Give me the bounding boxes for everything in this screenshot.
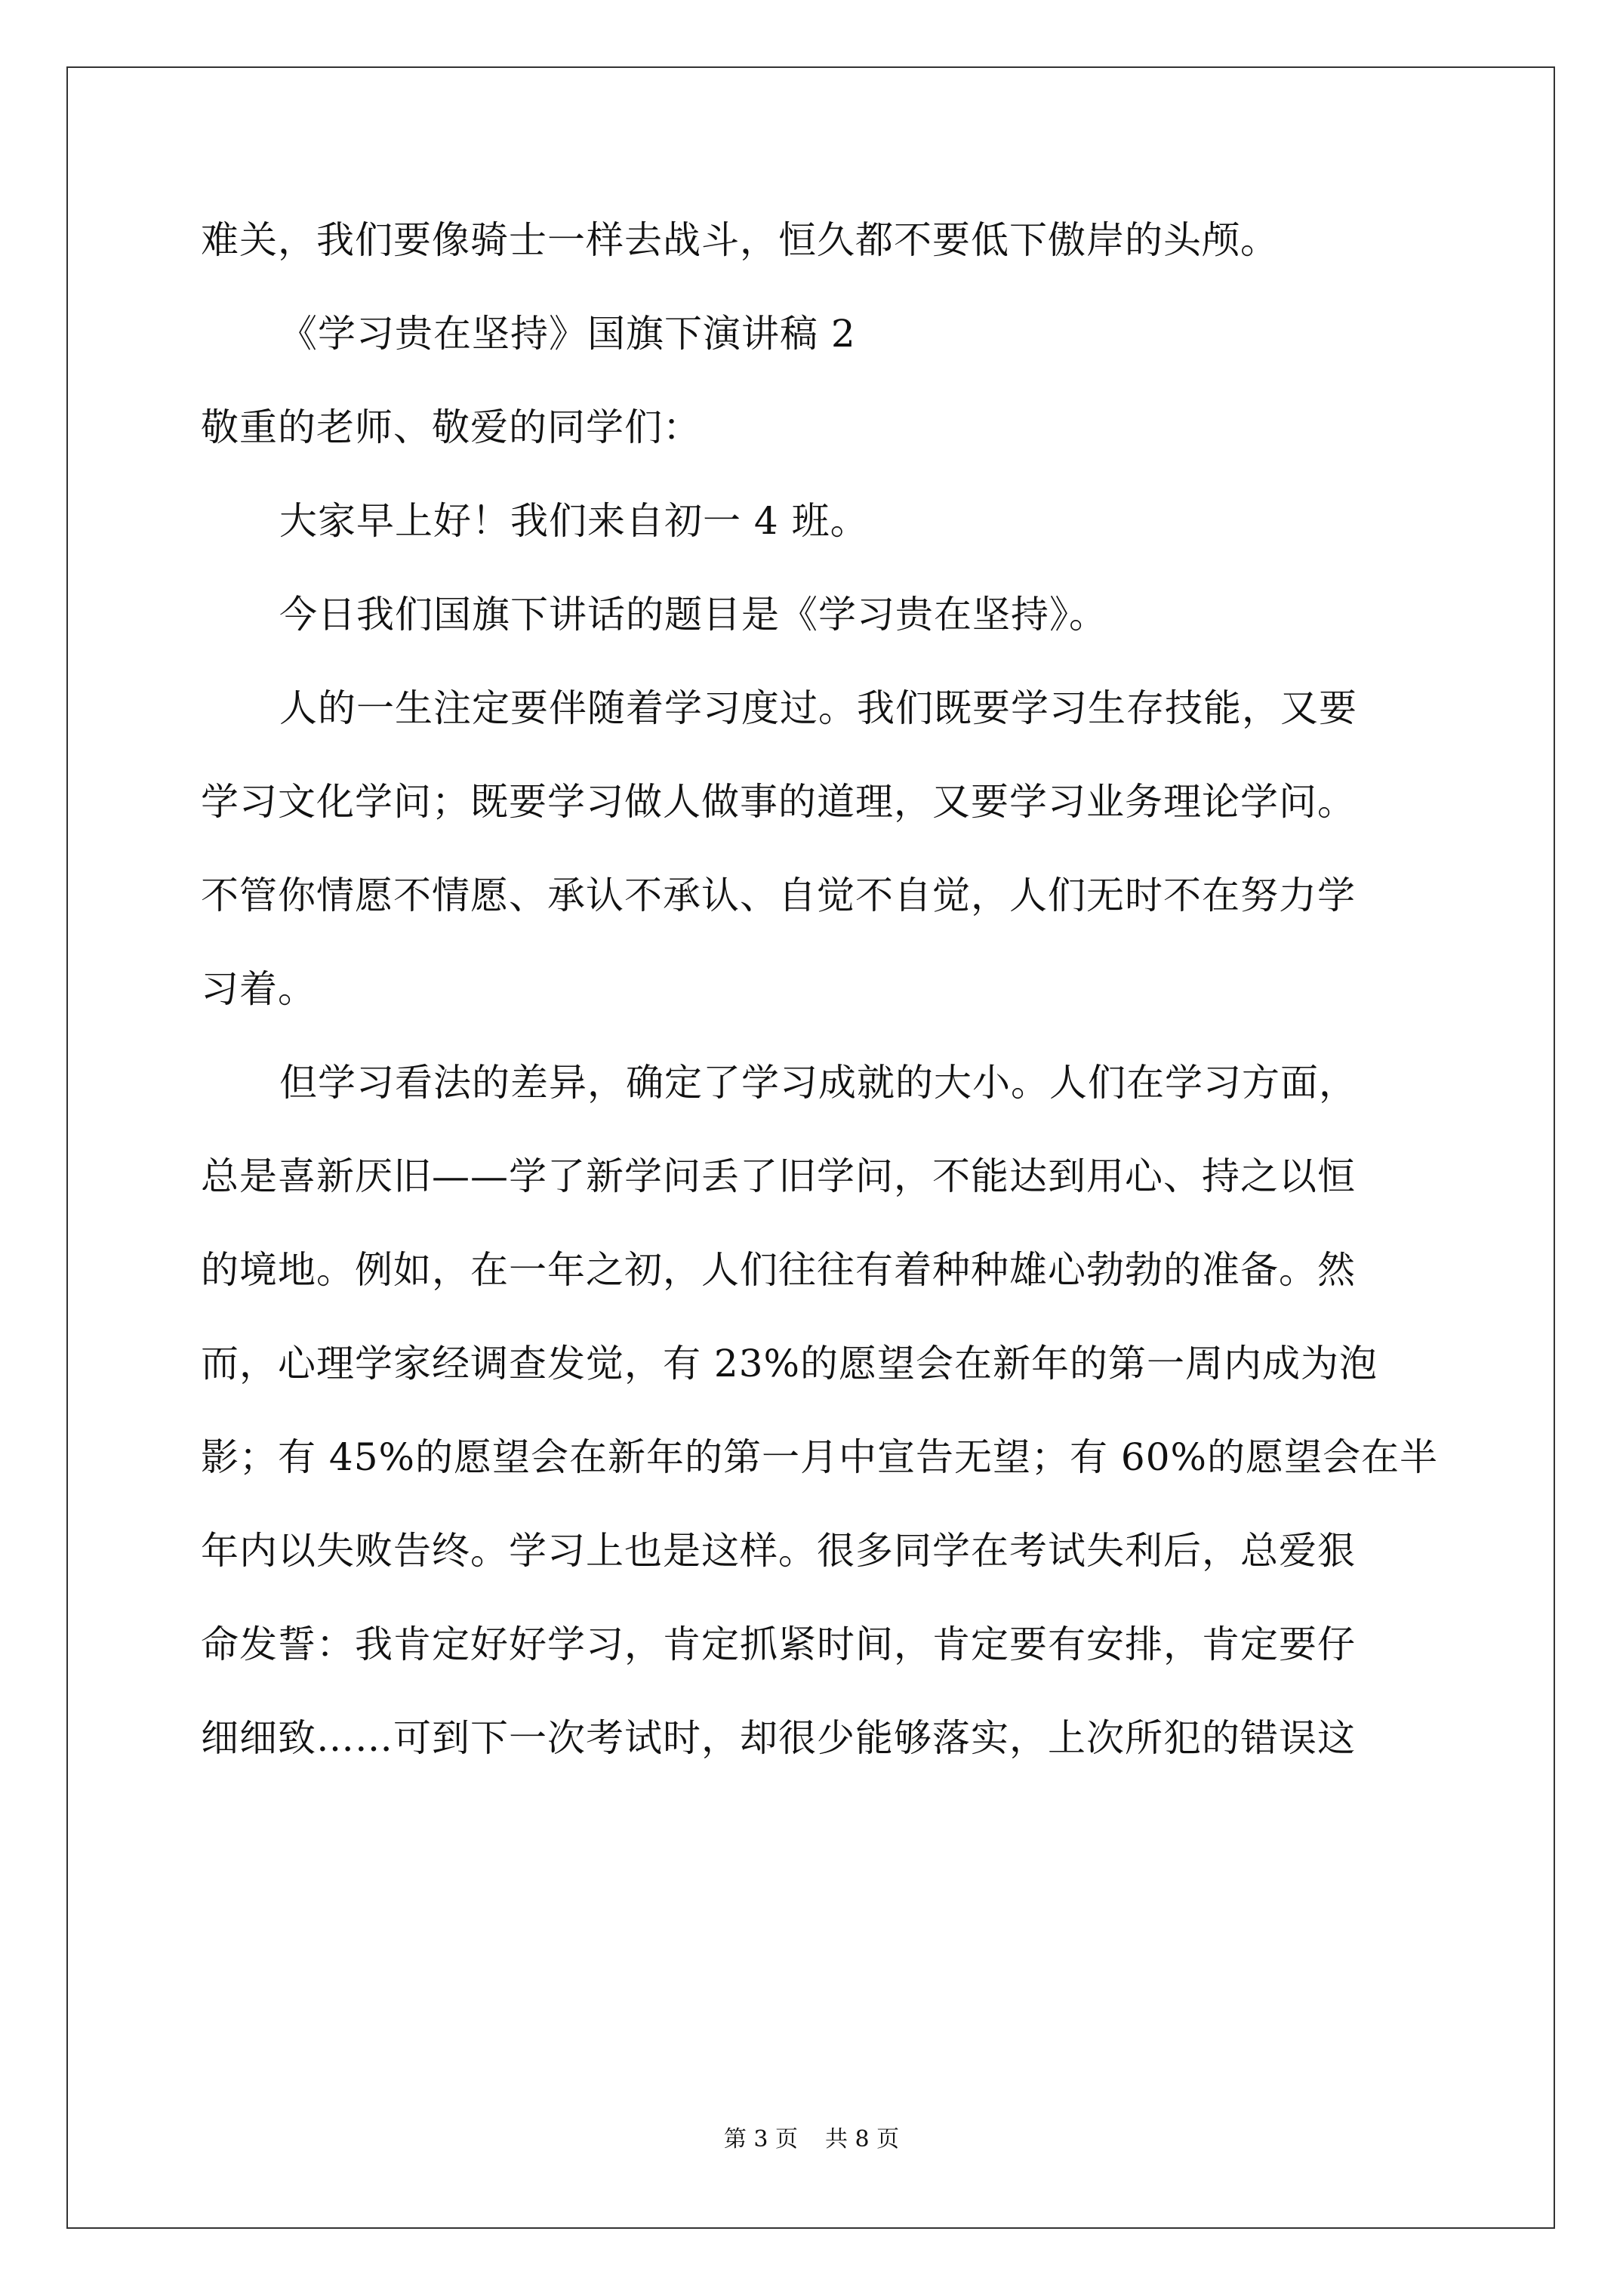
paragraph-line: 年内以失败告终。学习上也是这样。很多同学在考试失利后，总爱狠 <box>201 1529 1356 1573</box>
paragraph-line: 命发誓：我肯定好好学习，肯定抓紧时间，肯定要有安排，肯定要仔 <box>201 1623 1356 1666</box>
paragraph-line: 习着。 <box>201 967 316 1011</box>
paragraph-line: 细细致……可到下一次考试时，却很少能够落实，上次所犯的错误这 <box>201 1716 1356 1760</box>
page-footer <box>0 2125 1623 2155</box>
paragraph-line: 不管你情愿不情愿、承认不承认、自觉不自觉，人们无时不在努力学 <box>201 874 1356 917</box>
salutation: 敬重的老师、敬爱的同学们： <box>201 405 701 449</box>
page-number: 第 3 页 <box>723 2126 798 2153</box>
paragraph-line: 难关，我们要像骑士一样去战斗，恒久都不要低下傲岸的头颅。 <box>201 218 1279 262</box>
page-border <box>66 66 1555 2229</box>
paragraph-line: 但学习看法的差异，确定了学习成就的大小。人们在学习方面， <box>279 1061 1357 1105</box>
paragraph-line: 总是喜新厌旧——学了新学问丢了旧学问，不能达到用心、持之以恒 <box>201 1154 1356 1198</box>
paragraph-line: 人的一生注定要伴随着学习度过。我们既要学习生存技能，又要 <box>279 686 1357 730</box>
paragraph-line: 学习文化学问；既要学习做人做事的道理，又要学习业务理论学问。 <box>201 780 1356 824</box>
page-total: 共 8 页 <box>825 2126 900 2153</box>
paragraph-line: 而，心理学家经调查发觉，有 23%的愿望会在新年的第一周内成为泡 <box>201 1342 1378 1385</box>
paragraph-line: 大家早上好！我们来自初一 4 班。 <box>279 499 869 543</box>
section-heading: 《学习贵在坚持》国旗下演讲稿 2 <box>279 312 856 356</box>
paragraph-line: 影；有 45%的愿望会在新年的第一月中宣告无望；有 60%的愿望会在半 <box>201 1435 1439 1479</box>
paragraph-line: 的境地。例如，在一年之初，人们往往有着种种雄心勃勃的准备。然 <box>201 1248 1356 1292</box>
paragraph-line: 今日我们国旗下讲话的题目是《学习贵在坚持》。 <box>279 593 1107 636</box>
